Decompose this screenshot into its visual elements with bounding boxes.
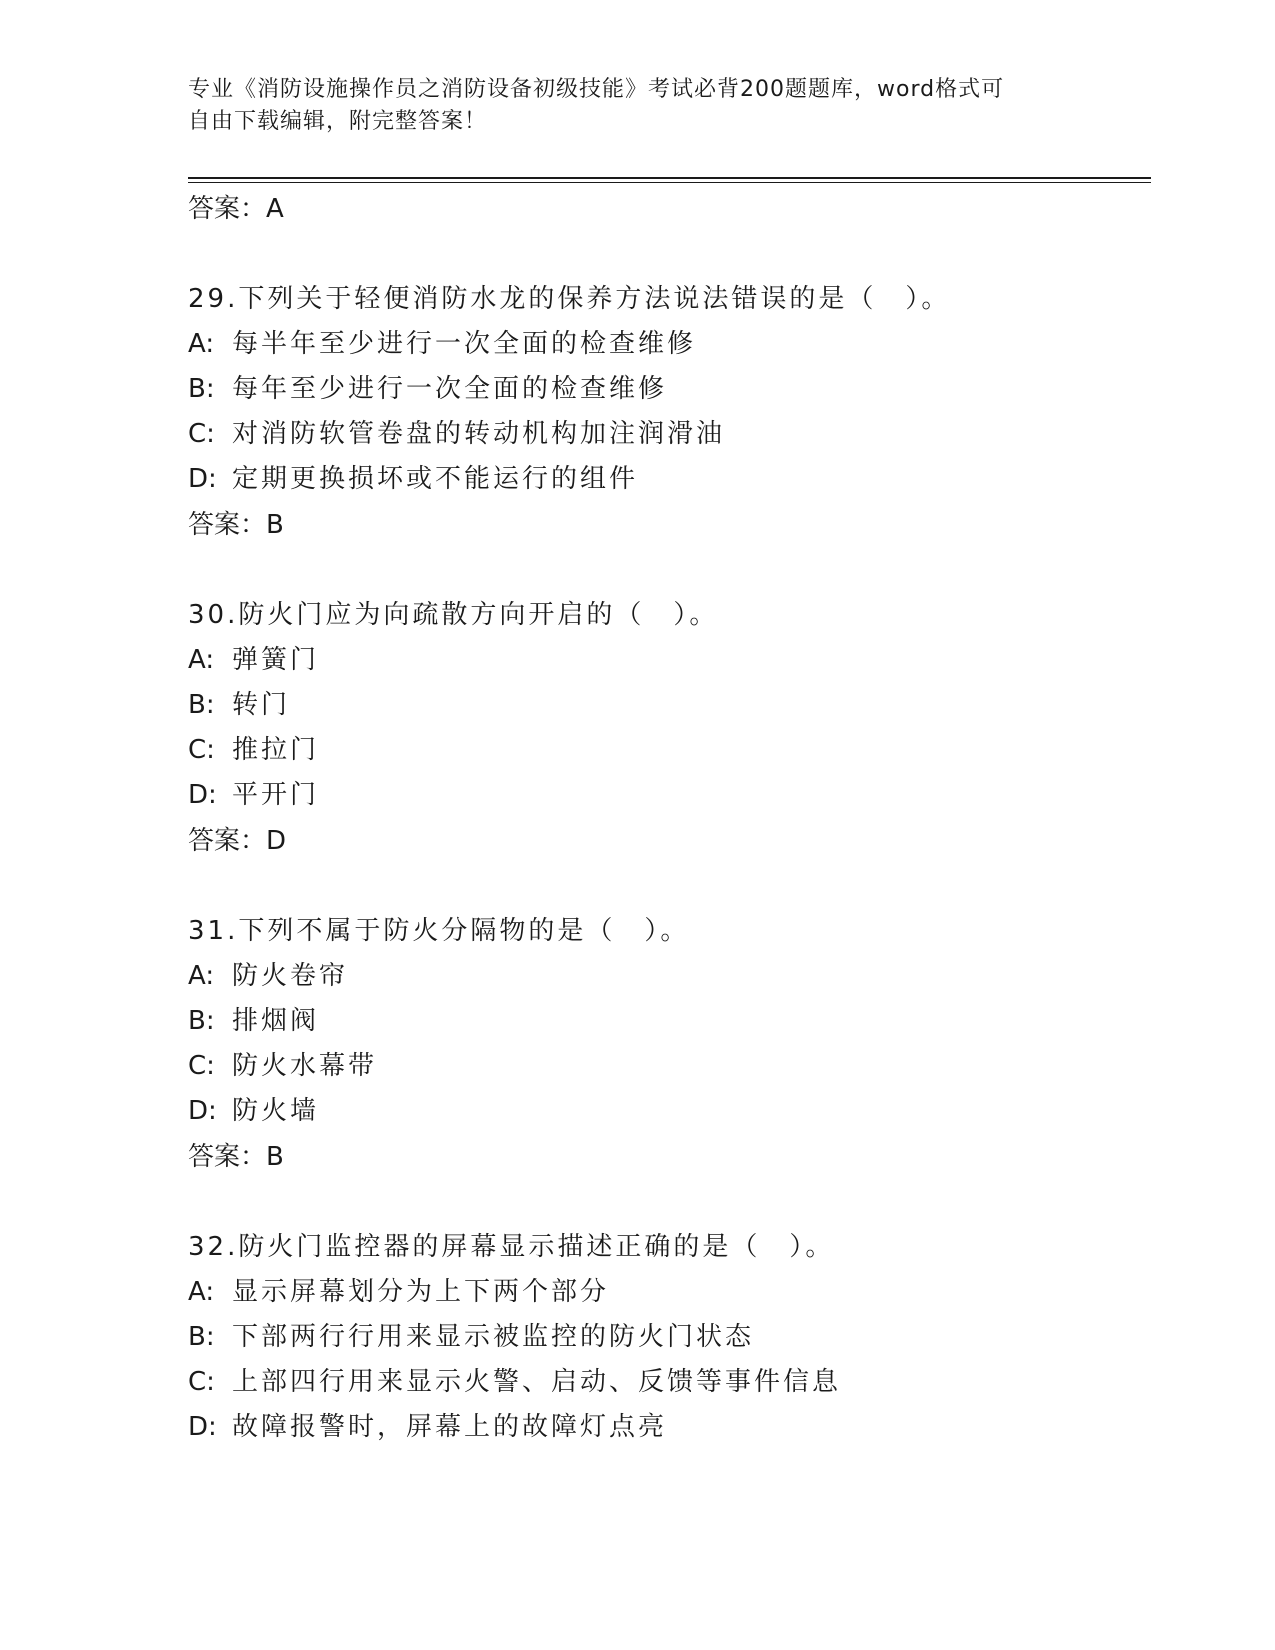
- option-letter: D:: [188, 1096, 217, 1126]
- question-list: [188, 186, 1148, 1450]
- option-letter: A:: [188, 645, 215, 675]
- option-letter: A:: [188, 1277, 215, 1307]
- option-a: [188, 1270, 1148, 1315]
- option-b: [188, 999, 1148, 1044]
- option-d: [188, 1089, 1148, 1134]
- option-letter: D:: [188, 464, 217, 494]
- option-text: 每半年至少进行一次全面的检查维修: [232, 329, 697, 359]
- option-d: [188, 773, 1148, 818]
- option-text: 对消防软管卷盘的转动机构加注润滑油: [232, 419, 726, 449]
- option-text: 上部四行用来显示火警、启动、反馈等事件信息: [232, 1367, 842, 1397]
- answer-line: 答案：D: [188, 826, 287, 856]
- option-text: 平开门: [232, 780, 320, 810]
- option-letter: A:: [188, 961, 215, 991]
- option-c: [188, 1360, 1148, 1405]
- header-line-2: 自由下载编辑，附完整答案！: [188, 109, 488, 134]
- option-text: 下部两行行用来显示被监控的防火门状态: [232, 1322, 755, 1352]
- option-letter: C:: [188, 735, 215, 765]
- option-a: [188, 322, 1148, 367]
- option-letter: D:: [188, 780, 217, 810]
- question-block: [188, 1224, 1148, 1450]
- header-line-1: 专业《消防设施操作员之消防设备初级技能》考试必背200题题库，word格式可: [188, 77, 1005, 102]
- spacer: [188, 864, 1148, 908]
- answer-line: 答案：B: [188, 510, 284, 540]
- question-block: [188, 592, 1148, 908]
- option-letter: B:: [188, 690, 215, 720]
- option-text: 每年至少进行一次全面的检查维修: [232, 374, 668, 404]
- option-letter: C:: [188, 1051, 215, 1081]
- option-text: 定期更换损坏或不能运行的组件: [232, 464, 639, 494]
- option-letter: C:: [188, 419, 215, 449]
- header-divider-thick: [188, 177, 1151, 179]
- option-letter: C:: [188, 1367, 215, 1397]
- option-c: [188, 728, 1148, 773]
- question-text: 29.下列关于轻便消防水龙的保养方法说法错误的是（ ）。: [188, 284, 951, 314]
- question-text: 30.防火门应为向疏散方向开启的（ ）。: [188, 600, 719, 630]
- question-block: [188, 276, 1148, 592]
- option-text: 显示屏幕划分为上下两个部分: [232, 1277, 610, 1307]
- option-d: [188, 457, 1148, 502]
- option-text: 转门: [232, 690, 291, 720]
- header-divider-thin: [188, 182, 1151, 183]
- option-text: 排烟阀: [232, 1006, 320, 1036]
- document-header: [188, 74, 1088, 138]
- option-letter: B:: [188, 1006, 215, 1036]
- option-b: [188, 367, 1148, 412]
- option-text: 弹簧门: [232, 645, 320, 675]
- option-text: 防火墙: [232, 1096, 320, 1126]
- option-d: [188, 1405, 1148, 1450]
- answer-line: 答案：A: [188, 194, 284, 224]
- option-text: 推拉门: [232, 735, 320, 765]
- spacer: [188, 548, 1148, 592]
- option-text: 故障报警时，屏幕上的故障灯点亮: [232, 1412, 668, 1442]
- option-a: [188, 638, 1148, 683]
- option-a: [188, 954, 1148, 999]
- answer-line: 答案：B: [188, 1142, 284, 1172]
- option-c: [188, 412, 1148, 457]
- option-b: [188, 683, 1148, 728]
- option-letter: A:: [188, 329, 215, 359]
- spacer: [188, 1180, 1148, 1224]
- option-c: [188, 1044, 1148, 1089]
- question-text: 31.下列不属于防火分隔物的是（ ）。: [188, 916, 690, 946]
- question-text: 32.防火门监控器的屏幕显示描述正确的是（ ）。: [188, 1232, 835, 1262]
- option-letter: D:: [188, 1412, 217, 1442]
- option-letter: B:: [188, 374, 215, 404]
- option-letter: B:: [188, 1322, 215, 1352]
- option-text: 防火卷帘: [232, 961, 349, 991]
- option-b: [188, 1315, 1148, 1360]
- question-block: [188, 908, 1148, 1224]
- option-text: 防火水幕带: [232, 1051, 378, 1081]
- spacer: [188, 232, 1148, 276]
